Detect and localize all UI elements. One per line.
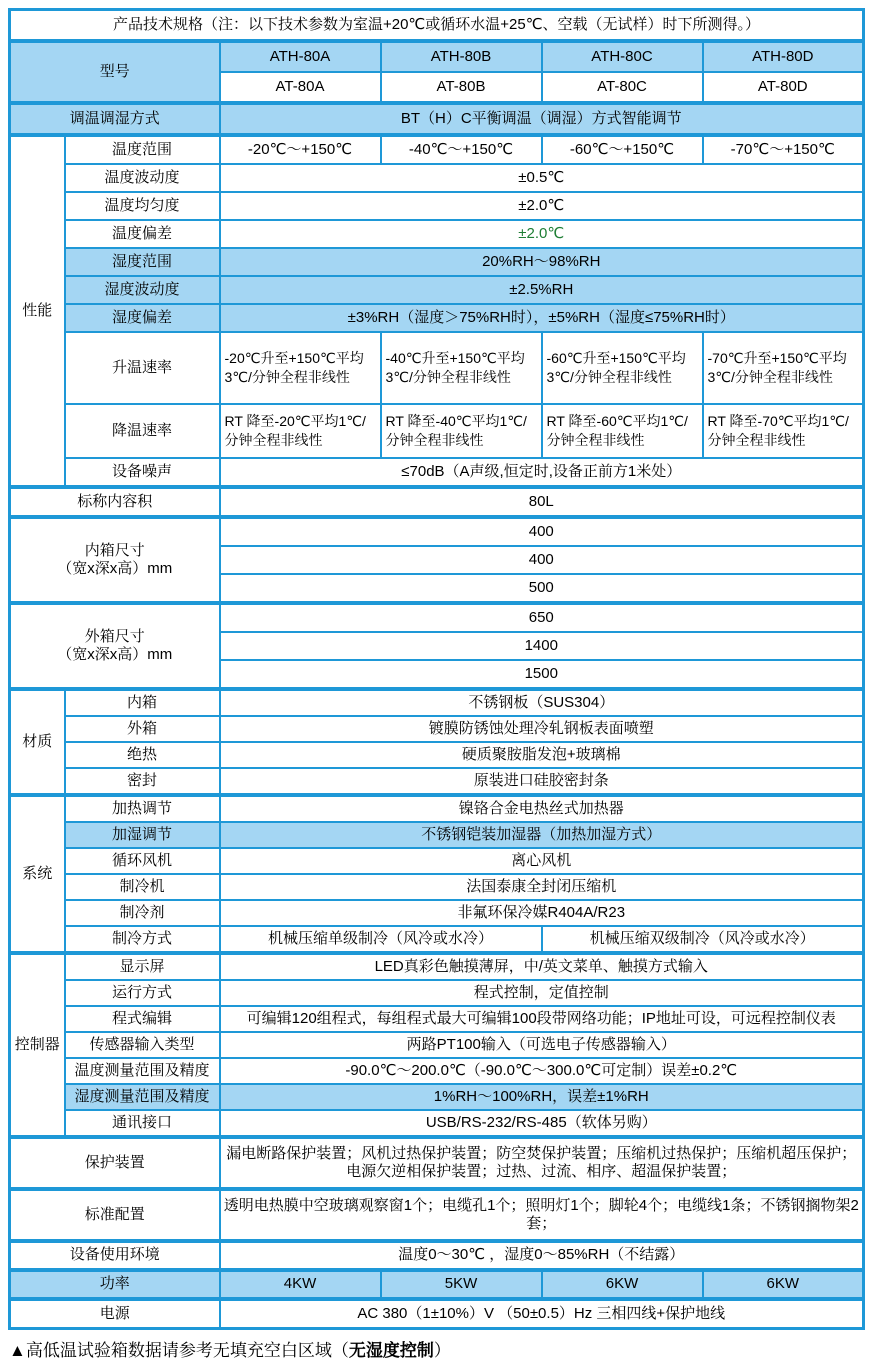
outer-width: 650 [220, 603, 864, 632]
table-row [10, 1110, 864, 1137]
standard-config-value: 透明电热膜中空玻璃观察窗1个；电缆孔1个；照明灯1个；脚轮4个；电缆线1条；不锈钢搁物架2套； [220, 1189, 864, 1241]
cooling-rate-b: RT 降至-40℃平均1℃/分钟全程非线性 [381, 404, 542, 458]
table-row [10, 1270, 864, 1299]
model-at-80b: AT-80B [381, 72, 542, 103]
table-row [10, 164, 864, 192]
table-row [10, 192, 864, 220]
temp-range-d: -70℃～+150℃ [703, 135, 864, 164]
volume-value: 80L [220, 487, 864, 517]
table-row [10, 1299, 864, 1329]
humidity-deviation-label: 湿度偏差 [65, 304, 220, 332]
inner-dims-label: 内箱尺寸 （宽x深x高）mm [10, 517, 220, 603]
mat-insulation-value: 硬质聚胺脂发泡+玻璃棉 [220, 742, 864, 768]
group-system: 系统 [10, 795, 65, 953]
control-mode-value: BT（H）C平衡调温（调湿）方式智能调节 [220, 103, 864, 135]
model-at-80a: AT-80A [220, 72, 381, 103]
table-row [10, 487, 864, 517]
ctl-run-mode-value: 程式控制，定值控制 [220, 980, 864, 1006]
table-row [10, 10, 864, 42]
mat-outer-value: 镀膜防锈蚀处理冷轧钢板表面喷塑 [220, 716, 864, 742]
ctl-humidity-measure-value: 1%RH～100%RH，误差±1%RH [220, 1084, 864, 1110]
table-row [10, 926, 864, 953]
sys-heating-label: 加热调节 [65, 795, 220, 822]
spec-title: 产品技术规格（注：以下技术参数为室温+20℃或循环水温+25℃、空载（无试样）时下所测得。） [10, 10, 864, 42]
power-supply-value: AC 380（1±10%）V （50±0.5）Hz 三相四线+保护地线 [220, 1299, 864, 1329]
mat-inner-value: 不锈钢板（SUS304） [220, 689, 864, 716]
table-row [10, 458, 864, 487]
sys-compressor-value: 法国泰康全封闭压缩机 [220, 874, 864, 900]
table-row [10, 276, 864, 304]
temp-deviation-value: ±2.0℃ [220, 220, 864, 248]
table-row [10, 304, 864, 332]
table-row [10, 716, 864, 742]
ctl-temp-measure-label: 温度测量范围及精度 [65, 1058, 220, 1084]
heating-rate-c: -60℃升至+150℃平均3℃/分钟全程非线性 [542, 332, 703, 404]
noise-label: 设备噪声 [65, 458, 220, 487]
table-row [10, 603, 864, 632]
footnote-text: ▲高低温试验箱数据请参考无填充空白区域（ [9, 1341, 349, 1360]
temp-deviation-label: 温度偏差 [65, 220, 220, 248]
ctl-sensor-value: 两路PT100输入（可选电子传感器输入） [220, 1032, 864, 1058]
group-material: 材质 [10, 689, 65, 795]
cooling-method-single: 机械压缩单级制冷（风冷或水冷） [220, 926, 542, 953]
humidity-deviation-value: ±3%RH（湿度＞75%RH时），±5%RH（湿度≤75%RH时） [220, 304, 864, 332]
power-b: 5KW [381, 1270, 542, 1299]
table-row [10, 953, 864, 980]
table-row [10, 1032, 864, 1058]
table-row [10, 1084, 864, 1110]
environment-label: 设备使用环境 [10, 1241, 220, 1270]
table-row [10, 822, 864, 848]
table-row [10, 220, 864, 248]
outer-depth: 1400 [220, 632, 864, 660]
outer-height: 1500 [220, 660, 864, 689]
sys-compressor-label: 制冷机 [65, 874, 220, 900]
inner-height: 500 [220, 574, 864, 603]
cooling-rate-d: RT 降至-70℃平均1℃/分钟全程非线性 [703, 404, 864, 458]
table-row [10, 848, 864, 874]
cooling-rate-c: RT 降至-60℃平均1℃/分钟全程非线性 [542, 404, 703, 458]
temp-fluctuation-value: ±0.5℃ [220, 164, 864, 192]
table-row [10, 1189, 864, 1241]
ctl-program-label: 程式编辑 [65, 1006, 220, 1032]
temp-range-b: -40℃～+150℃ [381, 135, 542, 164]
ctl-temp-measure-value: -90.0℃～200.0℃（-90.0℃～300.0℃可定制）误差±0.2℃ [220, 1058, 864, 1084]
ctl-program-value: 可编辑120组程式，每组程式最大可编辑100段带网络功能；IP地址可设，可远程控制仪表 [220, 1006, 864, 1032]
inner-width: 400 [220, 517, 864, 546]
power-d: 6KW [703, 1270, 864, 1299]
model-ath-80c: ATH-80C [542, 41, 703, 72]
humidity-range-value: 20%RH～98%RH [220, 248, 864, 276]
sys-humidify-value: 不锈钢铠装加湿器（加热加湿方式） [220, 822, 864, 848]
table-row [10, 41, 864, 72]
product-spec-table [8, 8, 865, 1330]
table-row [10, 1058, 864, 1084]
sys-cooling-method-label: 制冷方式 [65, 926, 220, 953]
humidity-range-label: 湿度范围 [65, 248, 220, 276]
table-row [10, 900, 864, 926]
ctl-comm-label: 通讯接口 [65, 1110, 220, 1137]
temp-uniformity-label: 温度均匀度 [65, 192, 220, 220]
temp-fluctuation-label: 温度波动度 [65, 164, 220, 192]
mat-inner-label: 内箱 [65, 689, 220, 716]
temp-range-c: -60℃～+150℃ [542, 135, 703, 164]
model-ath-80d: ATH-80D [703, 41, 864, 72]
mat-seal-label: 密封 [65, 768, 220, 795]
model-at-80d: AT-80D [703, 72, 864, 103]
temp-uniformity-value: ±2.0℃ [220, 192, 864, 220]
power-label: 功率 [10, 1270, 220, 1299]
ctl-humidity-measure-label: 湿度测量范围及精度 [65, 1084, 220, 1110]
humidity-fluctuation-value: ±2.5%RH [220, 276, 864, 304]
table-row [10, 1006, 864, 1032]
table-row [10, 1241, 864, 1270]
group-performance: 性能 [10, 135, 65, 487]
ctl-display-label: 显示屏 [65, 953, 220, 980]
group-controller: 控制器 [10, 953, 65, 1137]
model-at-80c: AT-80C [542, 72, 703, 103]
power-supply-label: 电源 [10, 1299, 220, 1329]
ctl-display-value: LED真彩色触摸薄屏，中/英文菜单、触摸方式输入 [220, 953, 864, 980]
sys-refrigerant-value: 非氟环保冷媒R404A/R23 [220, 900, 864, 926]
mat-seal-value: 原装进口硅胶密封条 [220, 768, 864, 795]
mat-outer-label: 外箱 [65, 716, 220, 742]
sys-heating-value: 镍铬合金电热丝式加热器 [220, 795, 864, 822]
protection-value: 漏电断路保护装置；风机过热保护装置；防空焚保护装置；压缩机过热保护；压缩机超压保护；电源欠逆相保护装置；过热、过流、相序、超温保护装置； [220, 1137, 864, 1189]
footnote-suffix: ） [433, 1341, 451, 1360]
heating-rate-b: -40℃升至+150℃平均3℃/分钟全程非线性 [381, 332, 542, 404]
temp-range-label: 温度范围 [65, 135, 220, 164]
standard-config-label: 标准配置 [10, 1189, 220, 1241]
heating-rate-a: -20℃升至+150℃平均3℃/分钟全程非线性 [220, 332, 381, 404]
table-row [10, 742, 864, 768]
table-row [10, 980, 864, 1006]
mat-insulation-label: 绝热 [65, 742, 220, 768]
table-row [10, 248, 864, 276]
sys-refrigerant-label: 制冷剂 [65, 900, 220, 926]
ctl-run-mode-label: 运行方式 [65, 980, 220, 1006]
cooling-method-double: 机械压缩双级制冷（风冷或水冷） [542, 926, 864, 953]
cooling-rate-a: RT 降至-20℃平均1℃/分钟全程非线性 [220, 404, 381, 458]
model-ath-80a: ATH-80A [220, 41, 381, 72]
humidity-fluctuation-label: 湿度波动度 [65, 276, 220, 304]
model-ath-80b: ATH-80B [381, 41, 542, 72]
noise-value: ≤70dB（A声级,恒定时,设备正前方1米处） [220, 458, 864, 487]
footnote-bold-text: 无湿度控制 [348, 1341, 434, 1360]
table-row [10, 103, 864, 135]
table-row [10, 874, 864, 900]
sys-fan-value: 离心风机 [220, 848, 864, 874]
table-row [10, 768, 864, 795]
outer-dims-label: 外箱尺寸 （宽x深x高）mm [10, 603, 220, 689]
ctl-sensor-label: 传感器输入类型 [65, 1032, 220, 1058]
table-row [10, 404, 864, 458]
sys-humidify-label: 加湿调节 [65, 822, 220, 848]
spec-table-body [10, 10, 864, 1329]
table-row [10, 517, 864, 546]
footnote [9, 1336, 862, 1361]
power-c: 6KW [542, 1270, 703, 1299]
table-row [10, 1137, 864, 1189]
model-label: 型号 [10, 41, 220, 103]
heating-rate-d: -70℃升至+150℃平均3℃/分钟全程非线性 [703, 332, 864, 404]
heating-rate-label: 升温速率 [65, 332, 220, 404]
table-row [10, 689, 864, 716]
volume-label: 标称内容积 [10, 487, 220, 517]
protection-label: 保护装置 [10, 1137, 220, 1189]
sys-fan-label: 循环风机 [65, 848, 220, 874]
power-a: 4KW [220, 1270, 381, 1299]
inner-depth: 400 [220, 546, 864, 574]
control-mode-label: 调温调湿方式 [10, 103, 220, 135]
table-row [10, 332, 864, 404]
environment-value: 温度0～30℃ ，湿度0～85%RH（不结露） [220, 1241, 864, 1270]
temp-range-a: -20℃～+150℃ [220, 135, 381, 164]
ctl-comm-value: USB/RS-232/RS-485（软体另购） [220, 1110, 864, 1137]
table-row [10, 795, 864, 822]
table-row [10, 135, 864, 164]
cooling-rate-label: 降温速率 [65, 404, 220, 458]
